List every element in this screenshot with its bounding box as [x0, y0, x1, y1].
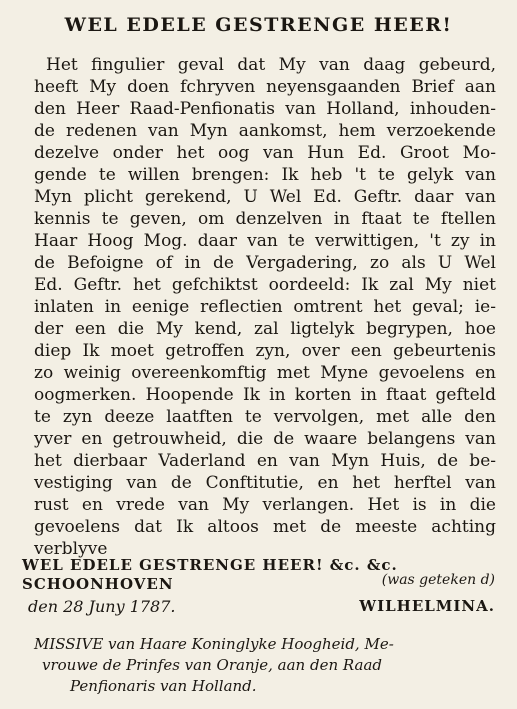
letter-signer: WILHELMINA. — [359, 597, 495, 615]
body-line: heeft My doen fchryven neyensgaanden Brief aan — [34, 77, 496, 97]
body-line: Het fingulier geval dat My van daag gebeurd, — [46, 55, 496, 75]
caption-line: vrouwe de Prinfes van Oranje, aan den Raad — [42, 656, 383, 674]
body-line: gevoelens dat Ik altoos met de meeste achting — [34, 517, 496, 537]
body-line: oogmerken. Hoopende Ik in korten in ftaat gefteld — [34, 385, 496, 405]
body-line: de Befoigne of in de Vergadering, zo als U Wel — [34, 253, 496, 273]
body-line: Ed. Geftr. het gefchiktst oordeeld: Ik zal My niet — [34, 275, 496, 295]
body-line: de redenen van Myn aankomst, hem verzoekende — [34, 121, 496, 141]
body-line: rust en vrede van My verlangen. Het is in die — [34, 495, 496, 515]
body-line: te zyn deeze laatften te vervolgen, met alle den — [34, 407, 496, 427]
missive-caption — [24, 634, 494, 697]
body-line: yver en getrouwheid, die de waare belangens van — [34, 429, 496, 449]
letter-place: SCHOONHOVEN — [22, 575, 174, 593]
letter-salutation: WEL EDELE GESTRENGE HEER! — [64, 14, 453, 36]
body-line: der een die My kend, zal ligtelyk begrypen, hoe — [34, 319, 496, 339]
body-line: Haar Hoog Mog. daar van te verwittigen, 't zy in — [34, 231, 496, 251]
signed-note: (was geteken d) — [381, 572, 495, 588]
body-line: zo weinig overeenkomftig met Myne gevoelens en — [34, 363, 496, 383]
letter-closing: WEL EDELE GESTRENGE HEER! &c. &c. — [22, 556, 398, 574]
caption-line: MISSIVE van Haare Koninglyke Hoogheid, Me- — [34, 635, 394, 653]
body-line: kennis te geven, om denzelven in ftaat te ftellen — [34, 209, 496, 229]
body-line: dezelve onder het oog van Hun Ed. Groot Mo- — [34, 143, 496, 163]
body-line: Myn plicht gerekend, U Wel Ed. Geftr. daar van — [34, 187, 496, 207]
letter-date: den 28 Juny 1787. — [28, 597, 176, 616]
body-line: verblyve — [34, 539, 108, 559]
body-line: gende te willen brengen: Ik heb 't te gelyk van — [34, 165, 496, 185]
body-line: den Heer Raad-Penfionatis van Holland, inhouden- — [34, 99, 496, 119]
body-line: inlaten in eenige reflectien omtrent het geval; ie- — [34, 297, 496, 317]
body-line: het dierbaar Vaderland en van Myn Huis, de be- — [34, 451, 496, 471]
body-line: vestiging van de Conftitutie, en het herftel van — [34, 473, 496, 493]
caption-line: Penfionaris van Holland. — [70, 677, 257, 695]
letter-body — [34, 54, 496, 560]
body-line: diep Ik moet getroffen zyn, over een gebeurtenis — [34, 341, 496, 361]
